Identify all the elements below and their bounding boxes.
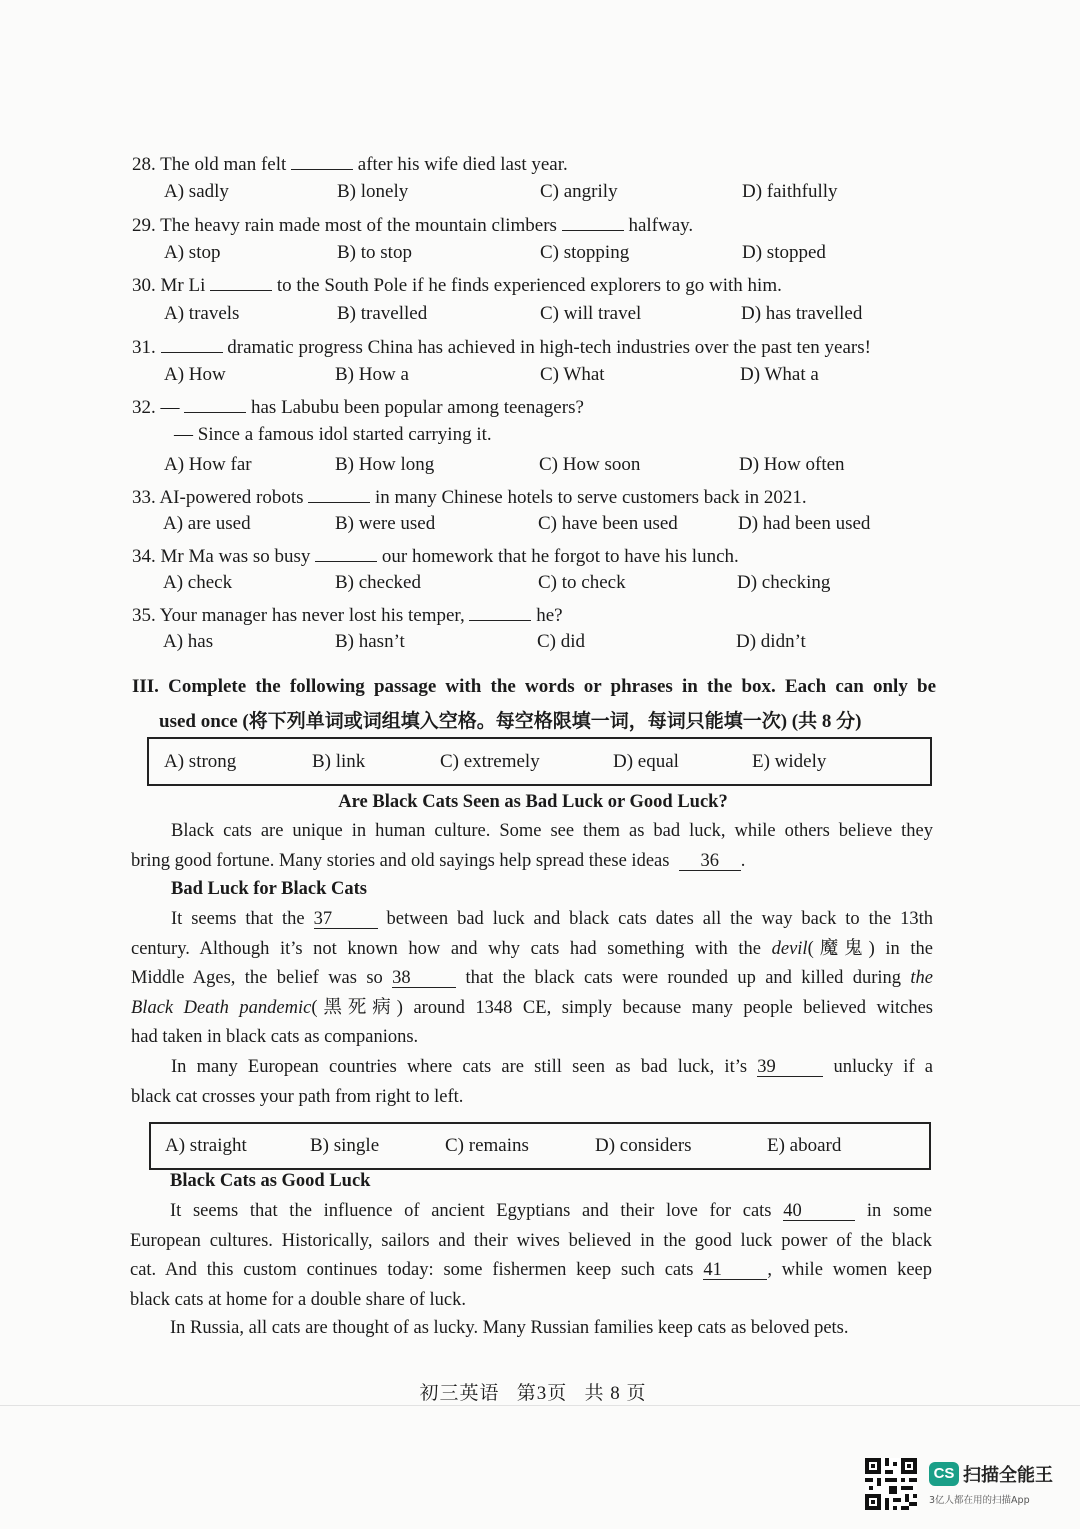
passage-text: In many European countries where cats are still seen as bad luck, it’s [171, 1057, 748, 1077]
section-heading: III. Complete the following passage with the words or phrases in the box. Each can only be [132, 676, 936, 697]
passage-line: black cats at home for a double share of luck. [130, 1289, 466, 1310]
option-b: B) to stop [337, 242, 412, 263]
question-number: 29. [132, 215, 156, 236]
question-stem: in many Chinese hotels to serve customers back in 2021. [375, 487, 807, 508]
option-b: B) were used [335, 513, 436, 534]
option-a: A) travels [164, 303, 240, 324]
passage-line [131, 935, 933, 965]
passage-paragraph-4 [130, 1197, 932, 1315]
word-option: B) single [310, 1135, 380, 1156]
passage-text: in some [866, 1201, 932, 1221]
option-b: B) hasn’t [335, 631, 405, 652]
passage-text: around 1348 CE, simply because many people believed witches [413, 997, 934, 1018]
answer-blank [308, 484, 370, 503]
question-number: 30. [132, 275, 156, 296]
option-d: D) checking [737, 572, 831, 593]
question-stem: he? [536, 605, 563, 626]
word-option: D) equal [613, 750, 679, 772]
numbered-blank-39: 39 [757, 1058, 823, 1077]
question-35 [132, 602, 563, 627]
passage-line [130, 1256, 932, 1286]
question-number: 28. [132, 154, 156, 175]
passage-text: , while women keep [767, 1260, 932, 1280]
numbered-blank-40: 40 [783, 1202, 855, 1221]
option-d: D) faithfully [742, 181, 838, 202]
question-number: 34. [132, 546, 156, 567]
passage-text: It seems that the influence of ancient Egyptians and their love for cats [170, 1201, 772, 1221]
subheading-bad-luck: Bad Luck for Black Cats [171, 879, 367, 899]
question-stem: The old man felt [160, 154, 287, 175]
question-stem: halfway. [628, 215, 694, 236]
answer-blank [184, 394, 246, 413]
option-b: B) travelled [337, 303, 428, 324]
question-number: 31. [132, 337, 156, 358]
word-option: C) extremely [440, 750, 540, 772]
option-a: A) How [164, 364, 226, 385]
subheading-good-luck: Black Cats as Good Luck [170, 1171, 371, 1191]
passage-line: European cultures. Historically, sailors and their wives believed in the good luck power of the black [130, 1230, 932, 1251]
passage-paragraph-5: In Russia, all cats are thought of as lucky. Many Russian families keep cats as beloved pets. [170, 1318, 849, 1338]
word-box-1 [147, 737, 932, 786]
numbered-blank-37: 37 [314, 910, 378, 929]
question-28 [132, 151, 568, 176]
passage-line [130, 1197, 932, 1227]
scanner-tagline: 3亿人都在用的扫描App [929, 1495, 1030, 1506]
passage-text: in the [885, 938, 934, 959]
word-option: A) strong [164, 750, 237, 772]
word-option: B) link [312, 750, 366, 772]
option-d: D) How often [739, 454, 845, 475]
question-stem: to the South Pole if he finds experienced explorers to go with him. [276, 275, 782, 296]
option-a: A) How far [164, 454, 252, 475]
question-number: 35. [132, 605, 156, 626]
option-d: D) didn’t [736, 631, 806, 652]
option-c: C) stopping [540, 242, 630, 263]
option-b: B) How long [335, 454, 435, 475]
word-box-2 [149, 1122, 931, 1170]
option-a: A) stop [164, 242, 221, 263]
option-a: A) check [163, 572, 233, 593]
passage-line: Black cats are unique in human culture. Some see them as bad luck, while others believe they [171, 821, 933, 841]
option-c: C) What [540, 364, 605, 385]
question-stem: dramatic progress China has achieved in high-tech industries over the past ten years! [227, 337, 871, 358]
option-d: D) had been used [738, 513, 871, 534]
option-c: C) to check [538, 572, 626, 593]
passage-text: century. Although it’s not known how and why cats had something with the [131, 938, 762, 959]
question-33 [132, 484, 807, 509]
answer-blank [291, 151, 353, 170]
question-number: 33. [132, 487, 156, 508]
word-option: D) considers [595, 1135, 692, 1156]
word-option: E) aboard [767, 1135, 842, 1156]
passage-text: cat. And this custom continues today: some fishermen keep such cats [130, 1260, 694, 1280]
option-d: D) stopped [742, 242, 826, 263]
answer-blank [210, 272, 272, 291]
option-c: C) did [537, 631, 586, 652]
question-stem: The heavy rain made most of the mountain climbers [160, 215, 557, 236]
passage-text: Middle Ages, the belief was so [131, 968, 383, 988]
question-stem: has Labubu been popular among teenagers? [251, 397, 584, 418]
question-stem: our homework that he forgot to have his lunch. [381, 546, 739, 567]
passage-line [131, 964, 933, 994]
question-number: 32. [132, 397, 156, 418]
numbered-blank-36: 36 [679, 852, 741, 871]
question-stem: Mr Ma was so busy [160, 546, 311, 567]
passage-text: unlucky if a [833, 1057, 934, 1077]
footer-divider [0, 1405, 1080, 1406]
option-d: D) has travelled [741, 303, 863, 324]
passage-line: had taken in black cats as companions. [131, 1027, 419, 1047]
option-b: B) How a [335, 364, 409, 385]
section-heading-line2: used once (将下列单词或词组填入空格。每空格限填一词，每词只能填一次) (共 8 分) [159, 711, 862, 732]
passage-text: It seems that the [171, 909, 305, 929]
passage-line [131, 905, 933, 935]
question-stem: after his wife died last year. [357, 154, 568, 175]
numbered-blank-41: 41 [703, 1261, 767, 1280]
passage-gloss: (魔鬼) [807, 938, 875, 959]
option-c: C) will travel [540, 303, 642, 324]
passage-term: Black Death pandemic [131, 997, 312, 1018]
question-31 [132, 334, 871, 359]
option-b: B) lonely [337, 181, 409, 202]
passage-paragraph-2 [131, 905, 933, 1053]
option-a: A) are used [163, 513, 251, 534]
question-34 [132, 543, 739, 568]
word-option: E) widely [752, 750, 827, 772]
passage-text: bring good fortune. Many stories and old sayings help spread these ideas [131, 850, 670, 871]
passage-text: between bad luck and black cats dates all the way back to the 13th [386, 909, 934, 929]
camscanner-logo-icon: CS [929, 1462, 959, 1486]
scanner-app-name: 扫描全能王 [963, 1465, 1053, 1486]
word-option: A) straight [165, 1135, 247, 1156]
option-c: C) have been used [538, 513, 678, 534]
question-stem: Your manager has never lost his temper, [159, 605, 465, 626]
dialogue-reply: — Since a famous idol started carrying it. [174, 424, 492, 445]
passage-term: the [910, 968, 934, 988]
question-30 [132, 272, 782, 297]
passage-paragraph-3 [131, 1053, 933, 1112]
passage-text: that the black cats were rounded up and killed during [465, 968, 902, 988]
dialogue-dash: — [160, 397, 180, 418]
option-a: A) has [163, 631, 214, 652]
passage-gloss: (黑死病) [311, 997, 403, 1018]
question-stem: AI-powered robots [159, 487, 304, 508]
answer-blank [315, 543, 377, 562]
page-footer: 初三英语 第3页 共 8 页 [419, 1383, 647, 1404]
option-c: C) angrily [540, 181, 618, 202]
option-d: D) What a [740, 364, 819, 385]
qr-code-icon [865, 1458, 917, 1510]
question-32 [132, 394, 584, 419]
answer-blank [161, 334, 223, 353]
word-option: C) remains [445, 1135, 529, 1156]
passage-line: bring good fortune. Many stories and old sayings help spread these ideas 36 . [131, 850, 746, 871]
numbered-blank-38: 38 [392, 969, 456, 988]
answer-blank [562, 212, 624, 231]
passage-line [131, 994, 933, 1024]
passage-line: black cat crosses your path from right to left. [131, 1086, 464, 1107]
option-c: C) How soon [539, 454, 641, 475]
question-29 [132, 212, 693, 237]
question-stem: Mr Li [160, 275, 206, 296]
option-a: A) sadly [164, 181, 229, 202]
passage-paragraph-1 [131, 817, 933, 876]
answer-blank [469, 602, 531, 621]
passage-title: Are Black Cats Seen as Bad Luck or Good Luck? [338, 792, 728, 812]
passage-term: devil [771, 938, 808, 959]
option-b: B) checked [335, 572, 421, 593]
passage-line [131, 1053, 933, 1083]
